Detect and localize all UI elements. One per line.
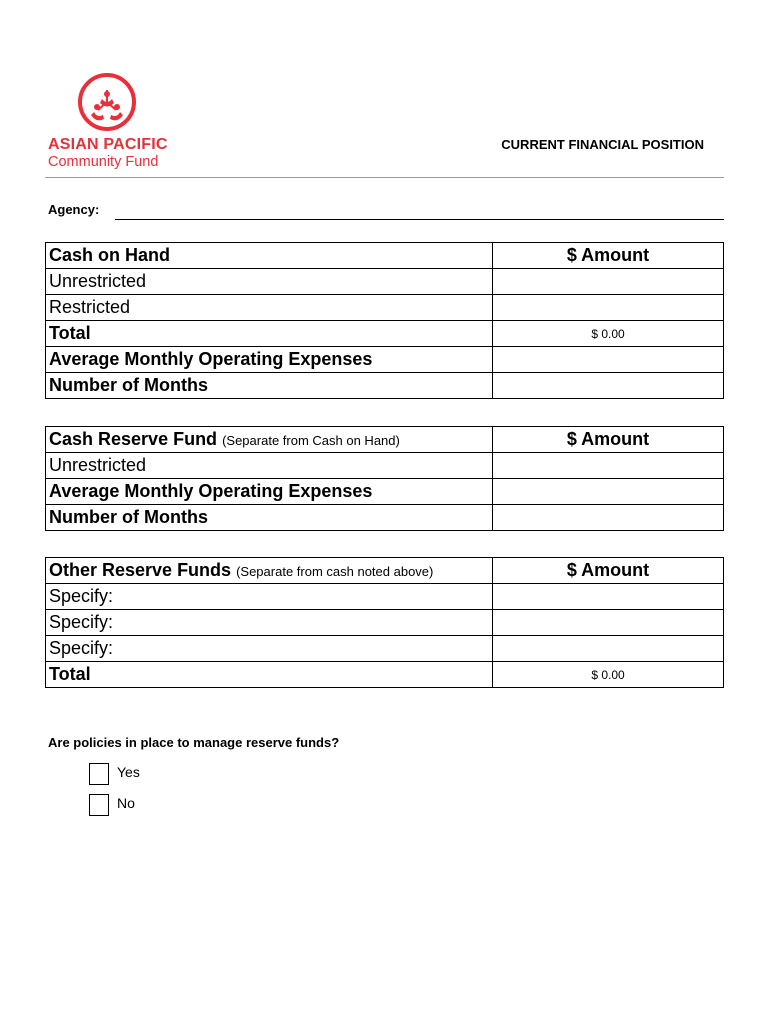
other-reserve-heading: Other Reserve Funds: [49, 560, 232, 580]
amount-column-header: $ Amount: [493, 558, 724, 584]
table-row: [46, 479, 724, 505]
policies-question: Are policies in place to manage reserve funds?: [48, 735, 340, 750]
page-title: CURRENT FINANCIAL POSITION: [501, 137, 704, 152]
amount-field[interactable]: [493, 453, 724, 479]
table-row: [46, 636, 724, 662]
row-label[interactable]: Specify:: [46, 584, 493, 610]
yes-label: Yes: [117, 764, 140, 780]
yes-checkbox[interactable]: [89, 763, 109, 785]
row-label: Average Monthly Operating Expenses: [46, 479, 493, 505]
cash-reserve-table: [45, 426, 724, 531]
cash-on-hand-table: [45, 242, 724, 399]
no-label: No: [117, 795, 135, 811]
row-label[interactable]: Specify:: [46, 636, 493, 662]
amount-total: $ 0.00: [493, 662, 724, 688]
table-header-row: [46, 558, 724, 584]
amount-field[interactable]: [493, 295, 724, 321]
amount-total: $ 0.00: [493, 321, 724, 347]
table-row: [46, 453, 724, 479]
table-row: [46, 347, 724, 373]
cash-reserve-heading: Cash Reserve Fund: [49, 429, 218, 449]
table-row: [46, 269, 724, 295]
other-reserve-heading-cell: [46, 558, 493, 584]
brand-logo: [48, 72, 178, 172]
table-header-row: [46, 427, 724, 453]
table-row: [46, 610, 724, 636]
amount-column-header: $ Amount: [493, 427, 724, 453]
amount-field[interactable]: [493, 269, 724, 295]
cash-reserve-heading-cell: [46, 427, 493, 453]
row-label: Restricted: [46, 295, 493, 321]
amount-field[interactable]: [493, 636, 724, 662]
amount-field[interactable]: [493, 347, 724, 373]
agency-label: Agency:: [48, 202, 100, 217]
no-checkbox[interactable]: [89, 794, 109, 816]
amount-field[interactable]: [493, 584, 724, 610]
brand-name-line2: Community Fund: [48, 154, 159, 170]
table-row: [46, 373, 724, 399]
amount-column-header: $ Amount: [493, 243, 724, 269]
row-label: Average Monthly Operating Expenses: [46, 347, 493, 373]
row-label: Number of Months: [46, 505, 493, 531]
row-label[interactable]: Specify:: [46, 610, 493, 636]
agency-input-line[interactable]: [115, 219, 724, 220]
other-reserve-note: (Separate from cash noted above): [236, 564, 434, 579]
amount-field[interactable]: [493, 373, 724, 399]
row-label: Unrestricted: [46, 453, 493, 479]
row-label: Total: [46, 662, 493, 688]
table-row: [46, 321, 724, 347]
table-row: [46, 295, 724, 321]
table-row: [46, 505, 724, 531]
row-label: Number of Months: [46, 373, 493, 399]
other-reserve-table: [45, 557, 724, 688]
header-divider: [45, 177, 724, 178]
cash-reserve-note: (Separate from Cash on Hand): [222, 433, 400, 448]
table-header-row: [46, 243, 724, 269]
brand-name-line1: ASIAN PACIFIC: [48, 136, 168, 153]
row-label: Unrestricted: [46, 269, 493, 295]
table-row: [46, 584, 724, 610]
amount-field[interactable]: [493, 479, 724, 505]
amount-field[interactable]: [493, 610, 724, 636]
community-fund-logo-icon: [76, 72, 138, 132]
amount-field[interactable]: [493, 505, 724, 531]
table-row: [46, 662, 724, 688]
cash-on-hand-heading: Cash on Hand: [46, 243, 493, 269]
row-label: Total: [46, 321, 493, 347]
